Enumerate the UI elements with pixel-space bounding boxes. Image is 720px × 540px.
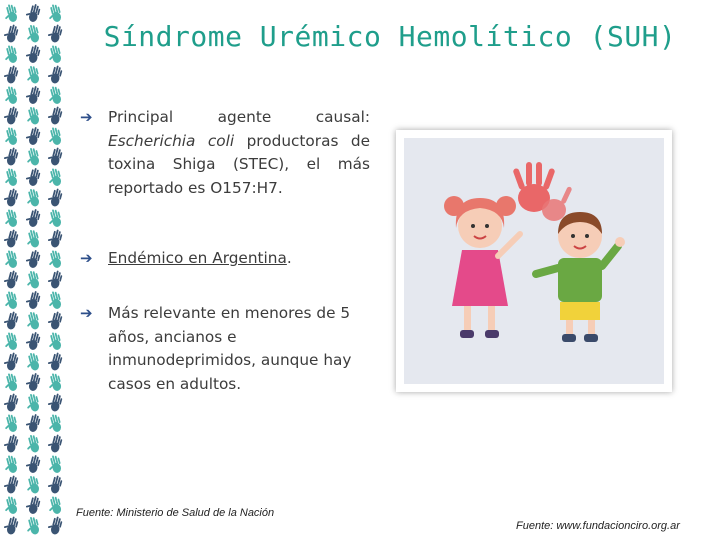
hand-print-icon	[24, 229, 41, 250]
hand-print-icon	[46, 433, 63, 454]
underlined-text: Endémico en Argentina	[108, 249, 287, 267]
hand-print-icon	[2, 351, 19, 372]
hand-print-icon	[46, 64, 63, 85]
hand-print-icon	[46, 146, 63, 167]
hand-print-icon	[2, 85, 19, 106]
hand-print-icon	[24, 412, 41, 433]
hand-print-icon	[24, 330, 41, 351]
hand-print-icon	[46, 351, 63, 372]
hand-print-icon	[2, 3, 19, 24]
hand-print-icon	[24, 270, 41, 291]
hand-print-icon	[24, 371, 41, 392]
hand-print-icon	[46, 85, 63, 106]
hand-print-icon	[2, 126, 19, 147]
hand-print-icon	[24, 453, 41, 474]
hand-print-icon	[46, 228, 63, 249]
arrow-icon: ➔	[80, 249, 93, 267]
arrow-icon: ➔	[80, 304, 93, 322]
hand-print-icon	[46, 44, 63, 65]
hand-print-icon	[46, 269, 63, 290]
hand-print-icon	[24, 207, 41, 228]
hand-print-icon	[2, 105, 19, 126]
hand-print-icon	[46, 3, 63, 24]
bullet-causal-agent	[80, 106, 370, 200]
slide-title: Síndrome Urémico Hemolítico (SUH)	[103, 20, 677, 53]
hand-print-pattern	[0, 0, 70, 540]
hand-print-icon	[2, 167, 19, 188]
hand-print-icon	[46, 331, 63, 352]
hand-print-icon	[24, 289, 41, 310]
source-right: Fuente: www.fundacionciro.org.ar	[516, 520, 680, 532]
hand-print-icon	[24, 248, 41, 269]
hand-print-icon	[24, 352, 41, 373]
hand-print-icon	[24, 475, 41, 496]
hand-print-icon	[24, 434, 41, 455]
hand-print-icon	[46, 249, 63, 270]
hand-print-icon	[2, 44, 19, 65]
hand-print-icon	[2, 228, 19, 249]
hand-print-icon	[24, 311, 41, 332]
hand-print-icon	[2, 290, 19, 311]
hand-print-icon	[2, 454, 19, 475]
children-handprint-illustration	[404, 138, 664, 384]
hand-print-icon	[2, 310, 19, 331]
italic-organism: Escherichia coli	[108, 131, 235, 150]
hand-print-icon	[24, 147, 41, 168]
hand-print-icon	[2, 372, 19, 393]
girl-figure	[444, 196, 520, 338]
hand-print-icon	[24, 188, 41, 209]
illustration-frame	[396, 130, 672, 392]
hand-print-icon	[24, 106, 41, 127]
hand-print-icon	[46, 187, 63, 208]
hand-print-icon	[46, 495, 63, 516]
hand-print-icon	[2, 208, 19, 229]
hand-print-icon	[2, 269, 19, 290]
hand-print-icon	[24, 65, 41, 86]
hand-print-icon	[2, 495, 19, 516]
hand-print-icon	[2, 392, 19, 413]
hand-print-icon	[2, 64, 19, 85]
hand-print-icon	[46, 126, 63, 147]
hand-print-icon	[46, 392, 63, 413]
hand-print-icon	[2, 474, 19, 495]
hand-print-icon	[2, 515, 19, 536]
hand-print-icon	[46, 310, 63, 331]
bullet-text: Endémico en Argentina.	[108, 249, 292, 267]
hand-print-icon	[2, 433, 19, 454]
bullet-risk-groups	[80, 302, 370, 396]
bullet-endemic	[80, 247, 370, 271]
hand-print-icon	[2, 187, 19, 208]
boy-figure	[536, 212, 625, 342]
hand-print-icon	[24, 516, 41, 537]
hand-print-icon	[2, 23, 19, 44]
hand-print-icon	[2, 331, 19, 352]
arrow-icon: ➔	[80, 108, 93, 126]
hand-print-icon	[46, 167, 63, 188]
hand-print-icon	[2, 413, 19, 434]
hand-print-icon	[24, 494, 41, 515]
hand-print-icon	[24, 166, 41, 187]
hand-print-icon	[2, 146, 19, 167]
bullet-text: Principal agente causal: Escherichia coli productoras de toxina Shiga (STEC), el más reportado es O157:H7.	[108, 108, 370, 197]
source-left: Fuente: Ministerio de Salud de la Nación	[76, 507, 275, 519]
hand-print-icon	[24, 125, 41, 146]
hand-print-icon	[46, 372, 63, 393]
hand-print-icon	[46, 515, 63, 536]
hand-print-icon	[46, 208, 63, 229]
hand-print-icon	[46, 474, 63, 495]
hand-print-icon	[24, 2, 41, 23]
hand-print-icon	[24, 84, 41, 105]
hand-print-icon	[46, 413, 63, 434]
hand-print-icon	[24, 24, 41, 45]
hand-print-icon	[24, 393, 41, 414]
illustration-background	[404, 138, 664, 384]
hand-print-icon	[2, 249, 19, 270]
hand-print-icon	[46, 105, 63, 126]
hand-print-icon	[46, 290, 63, 311]
hand-print-icon	[24, 43, 41, 64]
hand-print-icon	[46, 454, 63, 475]
hand-print-icon	[46, 23, 63, 44]
bullet-text: Más relevante en menores de 5 años, ancianos e inmunodeprimidos, aunque hay casos en adultos.	[108, 304, 352, 393]
